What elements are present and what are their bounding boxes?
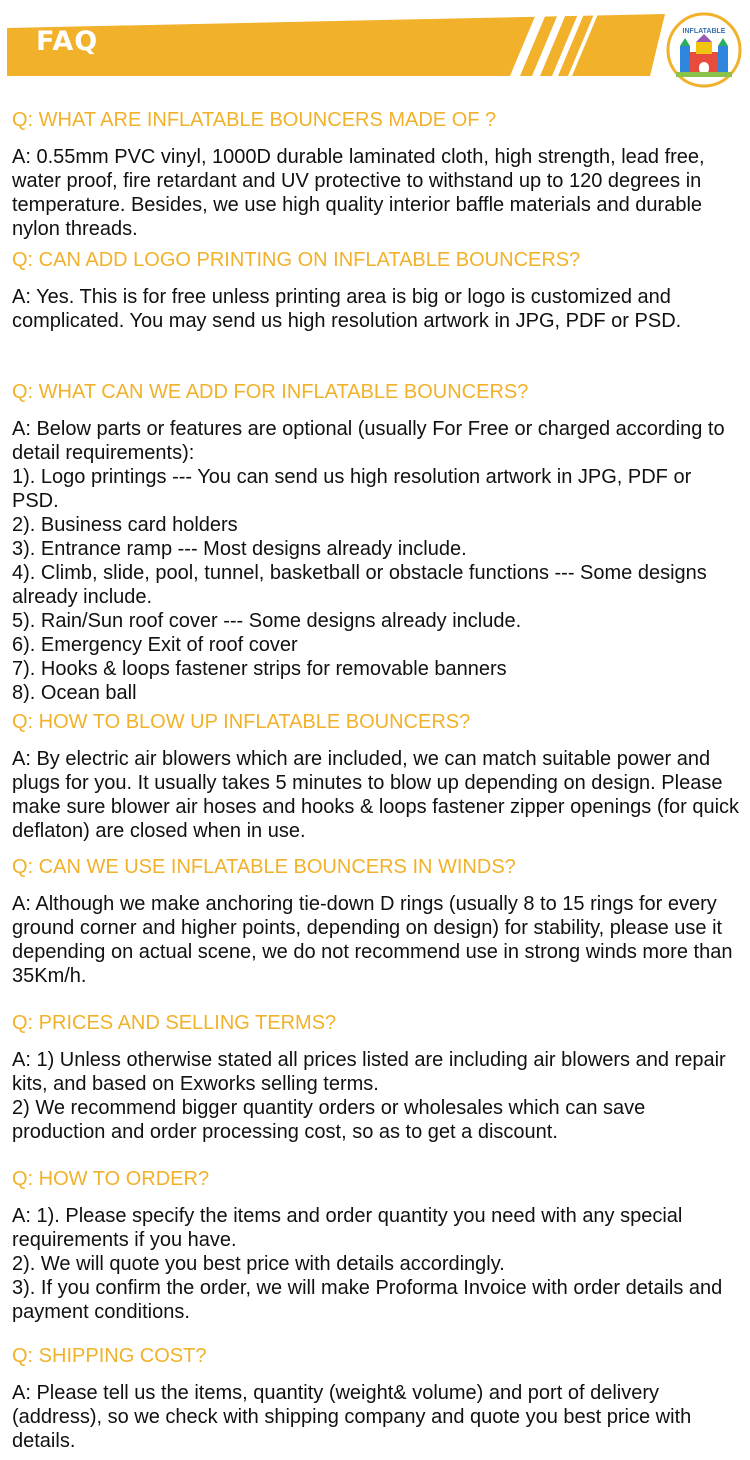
brand-logo	[666, 12, 742, 88]
answer-line: 8). Ocean ball	[12, 682, 137, 704]
answer-line: 5). Rain/Sun roof cover --- Some designs already include.	[12, 610, 522, 632]
faq-answer	[12, 145, 742, 241]
faq-answer	[12, 285, 742, 333]
answer-line: 2). We will quote you best price with details accordingly.	[12, 1253, 505, 1275]
banner-shape	[0, 0, 750, 100]
bouncy-castle-icon	[666, 12, 742, 88]
faq-answer	[12, 417, 742, 705]
faq-banner	[0, 0, 750, 100]
answer-line: A: 0.55mm PVC vinyl, 1000D durable laminated cloth, high strength, lead free, water proof, fire retardant and UV protective to withstand up to 120 degrees in temperature. Besides, we use high quality interior baffle materials and durable nylon threads.	[12, 146, 705, 240]
faq-question: Q: WHAT CAN WE ADD FOR INFLATABLE BOUNCERS?	[12, 381, 529, 403]
answer-line: A: Please tell us the items, quantity (weight& volume) and port of delivery (address), so we check with shipping company and quote you best price with details.	[12, 1382, 692, 1452]
answer-line: 3). Entrance ramp --- Most designs already include.	[12, 538, 467, 560]
answer-line: 1). Logo printings --- You can send us high resolution artwork in JPG, PDF or PSD.	[12, 466, 692, 512]
faq-answer	[12, 1048, 742, 1144]
faq-question: Q: CAN WE USE INFLATABLE BOUNCERS IN WINDS?	[12, 856, 516, 878]
faq-answer	[12, 1204, 742, 1324]
answer-line: 7). Hooks & loops fastener strips for removable banners	[12, 658, 507, 680]
faq-question: Q: HOW TO ORDER?	[12, 1168, 210, 1190]
answer-line: 6). Emergency Exit of roof cover	[12, 634, 298, 656]
faq-question: Q: WHAT ARE INFLATABLE BOUNCERS MADE OF ?	[12, 109, 497, 131]
faq-answer	[12, 1381, 742, 1453]
answer-line: A: 1). Please specify the items and order quantity you need with any special requirements if you have.	[12, 1205, 683, 1251]
faq-question: Q: CAN ADD LOGO PRINTING ON INFLATABLE BOUNCERS?	[12, 249, 581, 271]
page-title: FAQ	[36, 26, 99, 57]
answer-line: A: 1) Unless otherwise stated all prices listed are including air blowers and repair kits, and based on Exworks selling terms.	[12, 1049, 726, 1095]
faq-question: Q: SHIPPING COST?	[12, 1345, 207, 1367]
faq-question: Q: PRICES AND SELLING TERMS?	[12, 1012, 337, 1034]
answer-line: 4). Climb, slide, pool, tunnel, basketball or obstacle functions --- Some designs already include.	[12, 562, 707, 608]
answer-line: A: Although we make anchoring tie-down D rings (usually 8 to 15 rings for every ground corner and higher points, depending on design) for stability, please use it depending on actual scene, we do not recommend use in strong winds more than 35Km/h.	[12, 893, 733, 987]
answer-line: A: By electric air blowers which are included, we can match suitable power and plugs for you. It usually takes 5 minutes to blow up depending on design. Please make sure blower air hoses and hooks & loops fastener zipper openings (for quick deflaton) are closed when in use.	[12, 748, 740, 842]
answer-line: 2) We recommend bigger quantity orders or wholesales which can save production and order processing cost, so as to get a discount.	[12, 1097, 646, 1143]
faq-question: Q: HOW TO BLOW UP INFLATABLE BOUNCERS?	[12, 711, 471, 733]
answer-line: A: Yes. This is for free unless printing area is big or logo is customized and complicated. You may send us high resolution artwork in JPG, PDF or PSD.	[12, 286, 682, 332]
faq-answer	[12, 892, 742, 988]
faq-answer	[12, 747, 742, 843]
logo-text: INFLATABLE	[682, 28, 726, 35]
answer-line: 2). Business card holders	[12, 514, 238, 536]
answer-line: A: Below parts or features are optional (usually For Free or charged according to detail requirements):	[12, 418, 725, 464]
answer-line: 3). If you confirm the order, we will make Proforma Invoice with order details and payment conditions.	[12, 1277, 723, 1323]
